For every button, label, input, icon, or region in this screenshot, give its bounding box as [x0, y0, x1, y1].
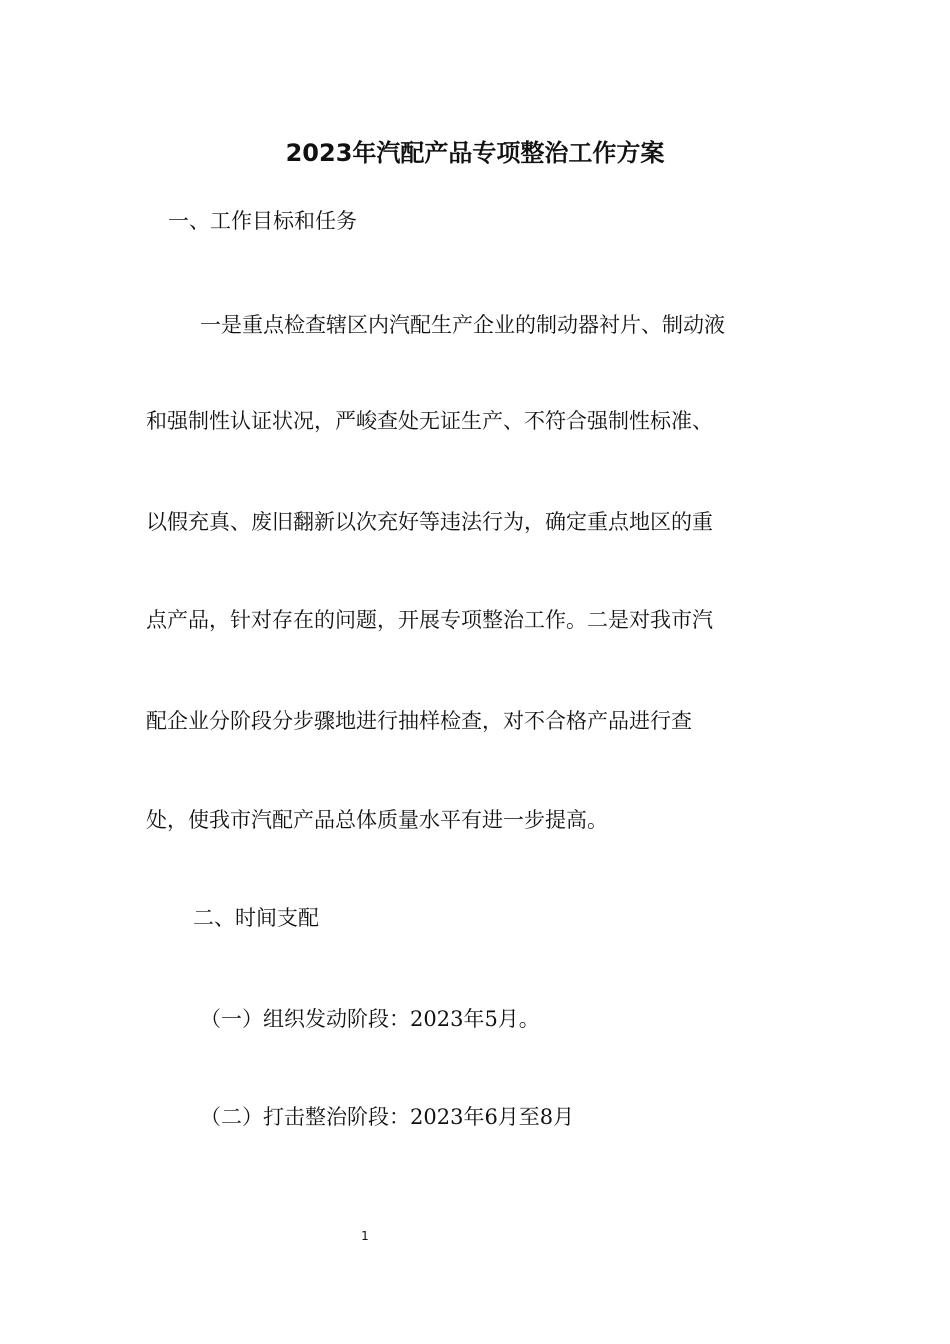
- paragraph-line: 处，使我市汽配产品总体质量水平有进一步提高。: [146, 808, 608, 832]
- schedule-item: （一）组织发动阶段：2023年5月。: [200, 1007, 540, 1031]
- paragraph-line: 和强制性认证状况，严峻查处无证生产、不符合强制性标准、: [146, 409, 713, 433]
- schedule-item: （二）打击整治阶段：2023年6月至8月: [200, 1105, 575, 1129]
- section-heading-goals: 一、工作目标和任务: [168, 209, 357, 233]
- page-number: 1: [361, 1229, 369, 1243]
- paragraph-line: 点产品，针对存在的问题，开展专项整治工作。二是对我市汽: [146, 608, 713, 632]
- section-heading-schedule: 二、时间支配: [193, 906, 319, 930]
- paragraph-line: 一是重点检查辖区内汽配生产企业的制动器衬片、制动液: [200, 313, 725, 337]
- paragraph-line: 配企业分阶段分步骤地进行抽样检查，对不合格产品进行查: [146, 709, 692, 733]
- paragraph-line: 以假充真、废旧翻新以次充好等违法行为，确定重点地区的重: [146, 510, 713, 534]
- document-title: 2023年汽配产品专项整治工作方案: [285, 139, 665, 167]
